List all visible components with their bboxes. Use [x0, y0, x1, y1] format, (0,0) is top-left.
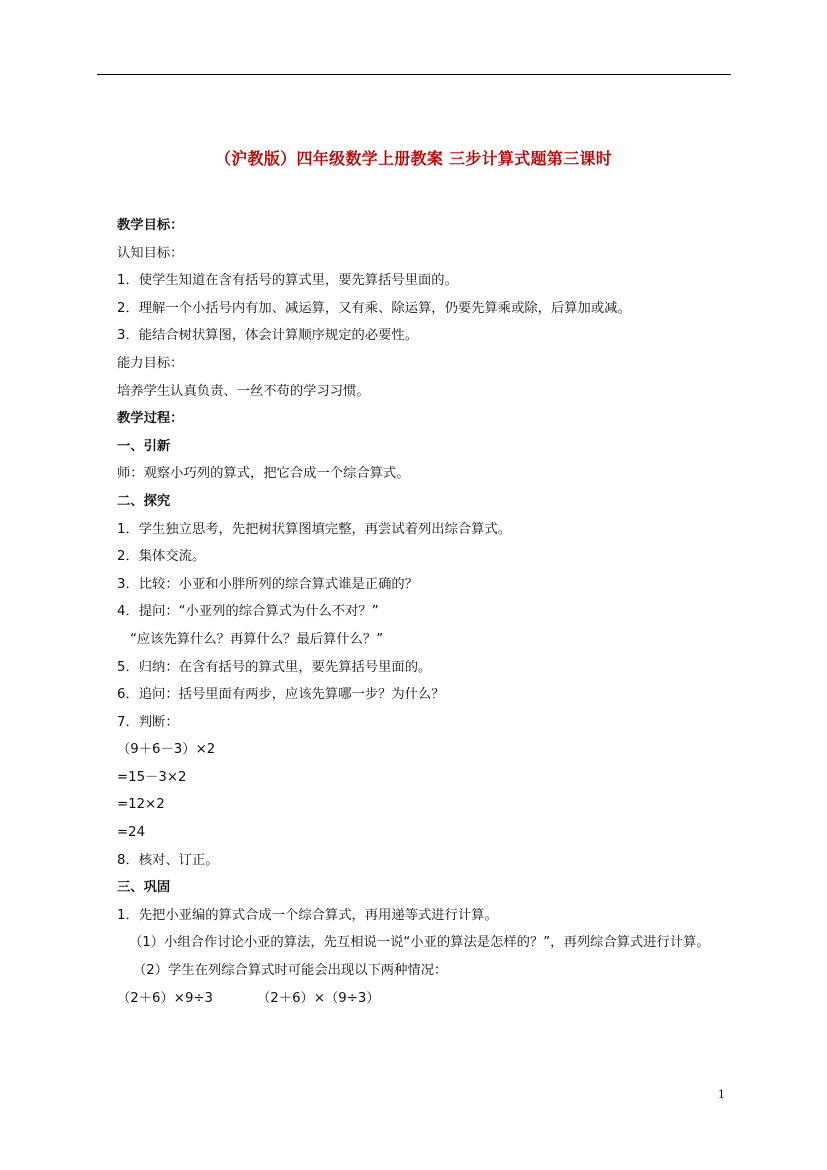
- calculation-step: =15－3×2: [117, 769, 187, 785]
- expression-a: （2＋6）×9÷3: [117, 990, 214, 1006]
- expression-row: [117, 985, 731, 1013]
- section-item: 6．追问：括号里面有两步，应该先算哪一步？为什么？: [117, 687, 445, 703]
- section-heading: 一、引新: [117, 438, 171, 454]
- section-item: 5．归纳：在含有括号的算式里，要先算括号里面的。: [117, 659, 432, 675]
- section-item: 4．提问：“小亚列的综合算式为什么不对？”: [117, 604, 379, 620]
- expression-b: （2＋6）×（9÷3）: [257, 990, 380, 1006]
- section-item: 8．核对、订正。: [117, 852, 219, 868]
- section-heading: 二、探究: [117, 493, 171, 509]
- calculation-step: =12×2: [117, 797, 165, 813]
- section-item: “应该先算什么？再算什么？最后算什么？”: [130, 631, 384, 647]
- objectives-heading: 教学目标：: [117, 218, 184, 233]
- section-item: 1．学生独立思考，先把树状算图填完整，再尝试着列出综合算式。: [117, 521, 512, 537]
- section-paragraph: （1）小组合作讨论小亚的算法，先互相说一说“小亚的算法是怎样的？”，再列综合算式进行计算。: [129, 935, 710, 951]
- document-title: （沪教版）四年级数学上册教案 三步计算式题第三课时: [214, 149, 613, 168]
- ability-heading: 能力目标：: [117, 355, 184, 371]
- section-item: （2）学生在列综合算式时可能会出现以下两种情况：: [133, 963, 448, 979]
- cognitive-item: 1．使学生知道在含有括号的算式里，要先算括号里面的。: [117, 273, 458, 289]
- section-item: 7．判断：: [117, 714, 179, 730]
- cognitive-item: 2．理解一个小括号内有加、减运算，又有乘、除运算，仍要先算乘或除，后算加或减。: [117, 300, 631, 316]
- document-body: [117, 212, 731, 1012]
- calculation-step: （9＋6－3）×2: [117, 742, 216, 758]
- cognitive-heading: 认知目标：: [117, 245, 184, 261]
- section-item: 2．集体交流。: [117, 549, 206, 565]
- calculation-step: =24: [117, 825, 146, 841]
- header-rule: [97, 74, 731, 75]
- section-item: 师：观察小巧列的算式，把它合成一个综合算式。: [117, 466, 410, 482]
- section-item: 1．先把小亚编的算式合成一个综合算式，再用递等式进行计算。: [117, 907, 498, 923]
- page-number: 1: [718, 1088, 725, 1101]
- cognitive-item: 3．能结合树状算图，体会计算顺序规定的必要性。: [117, 328, 418, 344]
- ability-item: 培养学生认真负责、一丝不苟的学习习惯。: [117, 383, 370, 399]
- process-heading: 教学过程：: [117, 411, 184, 427]
- section-heading: 三、巩固: [117, 880, 171, 896]
- section-item: 3．比较：小亚和小胖所列的综合算式谁是正确的？: [117, 576, 418, 592]
